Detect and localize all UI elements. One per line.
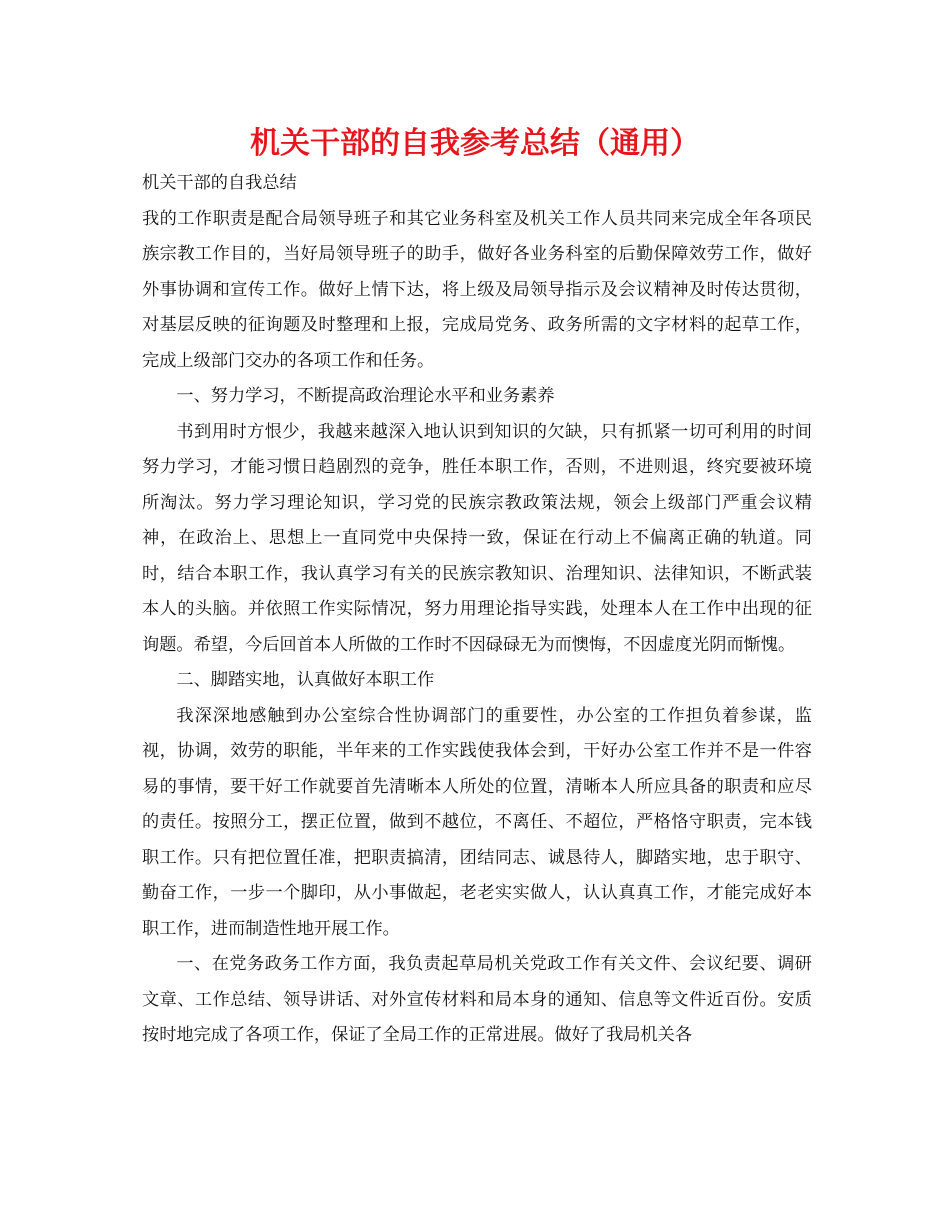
- paragraph-party-affairs: 一、在党务政务工作方面，我负责起草局机关党政工作有关文件、会议纪要、调研文章、工作总结、领导讲话、对外宣传材料和局本身的通知、信息等文件近百份。安质按时地完成了各项工作，保证了全局工作的正常进展。做好了我局机关各: [142, 954, 812, 1045]
- document-body: [142, 166, 812, 1054]
- section-heading-study: 一、努力学习，不断提高政治理论水平和业务素养: [176, 386, 555, 406]
- section-heading-work: 二、脚踏实地，认真做好本职工作: [176, 670, 435, 690]
- paragraph-work: 我深深地感触到办公室综合性协调部门的重要性，办公室的工作担负着参谋，监视，协调，效劳的职能，半年来的工作实践使我体会到，干好办公室工作并不是一件容易的事情，要干好工作就要首先清晰本人所处的位置，清晰本人所应具备的职责和应尽的责任。按照分工，摆正位置，做到不越位，不离任、不超位，严格恪守职责，完本钱职工作。只有把位置任准，把职责搞清，团结同志、诚恳待人，脚踏实地，忠于职守、勤奋工作，一步一个脚印，从小事做起，老老实实做人，认认真真工作，才能完成好本职工作，进而制造性地开展工作。: [142, 705, 812, 939]
- paragraph-duties: 我的工作职责是配合局领导班子和其它业务科室及机关工作人员共同来完成全年各项民族宗教工作目的，当好局领导班子的助手，做好各业务科室的后勤保障效劳工作，做好外事协调和宣传工作。做好上情下达，将上级及局领导指示及会议精神及时传达贯彻，对基层反映的征询题及时整理和上报，完成局党务、政务所需的文字材料的起草工作，完成上级部门交办的各项工作和任务。: [142, 208, 812, 371]
- document-title: 机关干部的自我参考总结（通用）: [250, 126, 700, 161]
- document-subtitle: 机关干部的自我总结: [142, 173, 297, 193]
- paragraph-study: 书到用时方恨少，我越来越深入地认识到知识的欠缺，只有抓紧一切可利用的时间努力学习，才能习惯日趋剧烈的竞争，胜任本职工作，否则，不进则退，终究要被环境所淘汰。努力学习理论知识，学习党的民族宗教政策法规，领会上级部门严重会议精神，在政治上、思想上一直同党中央保持一致，保证在行动上不偏离正确的轨道。同时，结合本职工作，我认真学习有关的民族宗教知识、治理知识、法律知识，不断武装本人的头脑。并依照工作实际情况，努力用理论指导实践，处理本人在工作中出现的征询题。希望，今后回首本人所做的工作时不因碌碌无为而懊悔，不因虚度光阴而惭愧。: [142, 421, 812, 655]
